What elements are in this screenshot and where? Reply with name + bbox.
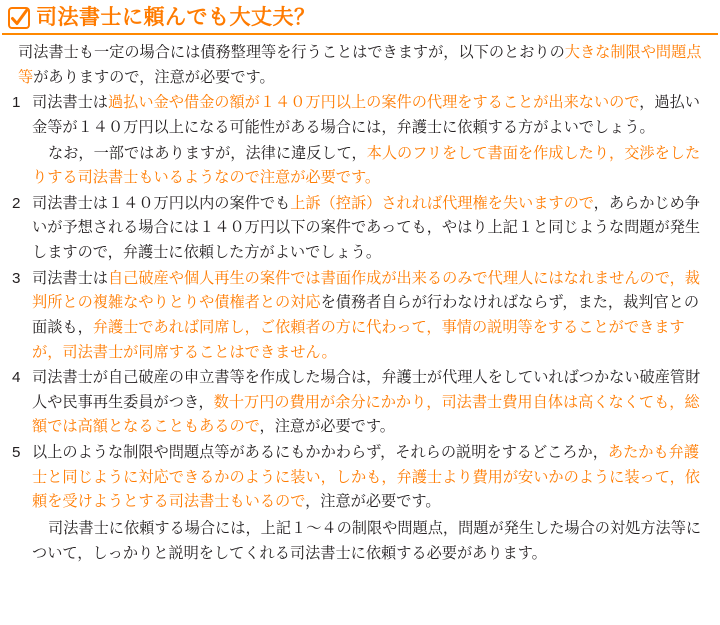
segment-text-highlight: 過払い金や借金の額が１４０万円以上の案件の代理をすることが出来ないので: [107, 94, 640, 112]
list-item-subnote: [10, 142, 712, 191]
list-item: [10, 192, 712, 266]
lead-paragraph: [10, 41, 712, 90]
segment-text-highlight: 数十万円の費用が余分にかかり，司法書士費用自体は高くなくても，総額では高額となることもあるので: [32, 393, 700, 436]
list-item-body: [32, 366, 712, 440]
checkbox-check-icon: [8, 7, 30, 29]
segment-text: 司法書士は: [32, 269, 108, 287]
page-title: 司法書士に頼んでも大丈夫？: [36, 6, 316, 29]
segment-text-highlight: 自己破産や個人再生の案件では書面作成が出来るのみで代理人にはなれませんので，裁判所との複雑なやりとりや債権者との対応: [32, 269, 700, 312]
list-item-number: 3: [12, 269, 21, 287]
list-item-body: [32, 91, 712, 140]
segment-text: なお，一部ではありますが，法律に違反して，: [48, 144, 367, 162]
list-item-body: [32, 267, 712, 366]
segment-text: ，過払い金等が１４０万円以上になる可能性がある場合には，弁護士に依頼する方がよいでしょう。: [32, 94, 700, 136]
segment-text: 司法書士は: [32, 94, 108, 112]
list-item-number: 4: [12, 369, 21, 387]
segment-text-highlight: あたかも弁護士と同じように対応できるかのように装い，しかも，弁護士より費用が安いかのように装って，依頼を受けようとする司法書士もいるので: [32, 444, 700, 511]
list-item: [10, 441, 712, 515]
segment-text-highlight: 本人のフリをして書面を作成したり，交渉をしたりする司法書士もいるようなので注意が必要です。: [32, 144, 701, 187]
list-item: [10, 91, 712, 140]
segment-text: ，注意が必要です。: [305, 493, 441, 511]
lead-highlight: 大きな制限や問題点等: [18, 44, 702, 86]
list-item-number: 5: [12, 444, 21, 462]
list-item-number: 2: [12, 194, 21, 212]
segment-text: 司法書士が自己破産の申立書等を作成した場合は，弁護士が代理人をしていればつかない破産管財人や民事再生委員がつき，: [32, 369, 701, 411]
document-body: [0, 41, 720, 566]
segment-text-highlight: 弁護士であれば同席し，ご依頼者の方に代わって，事情の説明等をすることができますが，司法書士が同席することはできません。: [32, 318, 685, 361]
segment-text: 司法書士は１４０万円以内の案件でも: [32, 194, 291, 212]
lead-text-part1: 司法書士も一定の場合には債務整理等を行うことはできますが，以下のとおりの: [18, 44, 565, 62]
list-item: [10, 267, 712, 366]
segment-text: を債務者自らが行わなければならず，また，裁判官との面談も，: [32, 294, 700, 336]
segment-text: 以上のような制限や問題点等があるにもかかわらず，それらの説明をするどころか，: [32, 444, 608, 462]
lead-text-part2: がありますので，注意が必要です。: [33, 68, 275, 86]
segment-text-highlight: 上訴（控訴）されれば代理権を失いますので: [290, 194, 594, 212]
list-item-body: [32, 441, 712, 515]
segment-text: ，注意が必要です。: [259, 418, 395, 436]
list-item: [10, 366, 712, 440]
closing-paragraph: 司法書士に依頼する場合には，上記１～４の制限や問題点，問題が発生した場合の対処方法等について，しっかりと説明をしてくれる司法書士に依頼する必要があります。: [32, 519, 702, 562]
segment-text: ，あらかじめ争いが予想される場合には１４０万円以下の案件であっても，やはり上記１と同じような問題が発生しますので，弁護士に依頼した方がよいでしょう。: [32, 194, 701, 262]
list-item-body: [32, 192, 712, 266]
list-item-number: 1: [12, 94, 21, 112]
section-header: [2, 0, 718, 35]
